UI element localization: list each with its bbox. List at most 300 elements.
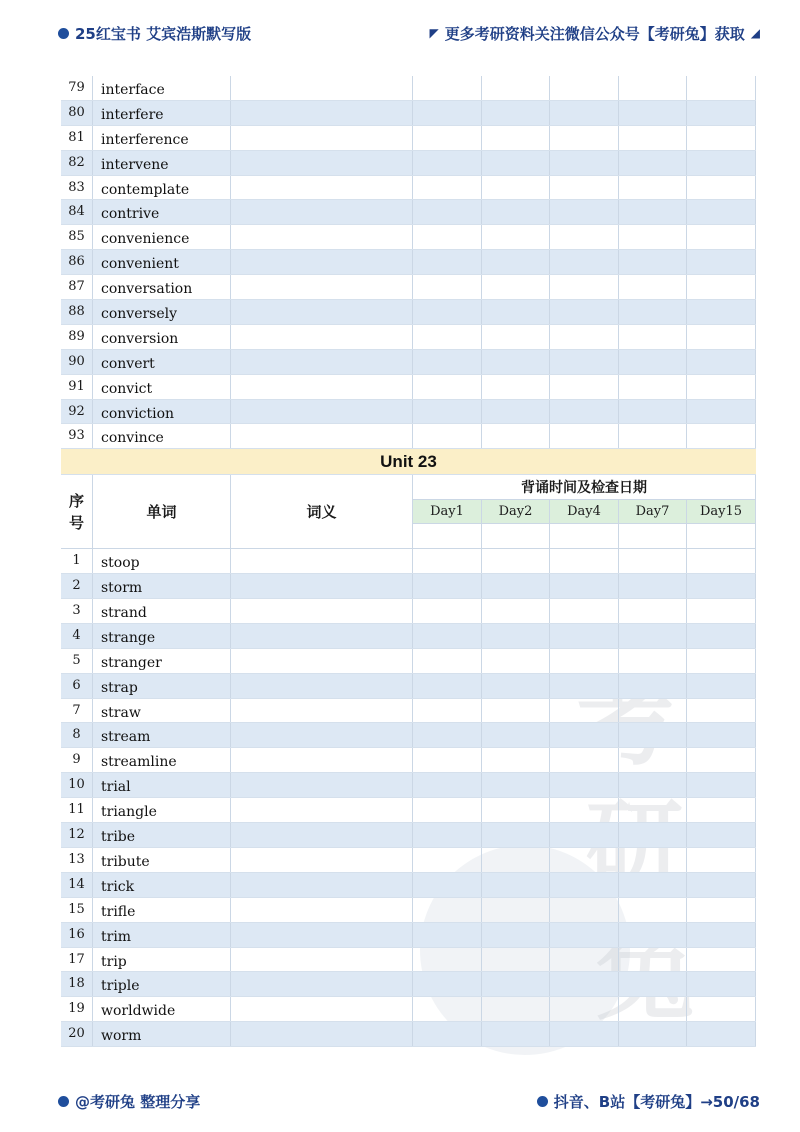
footer-left xyxy=(58,1091,200,1112)
row-word: streamline xyxy=(93,748,231,772)
footer-page-info: 抖音、B站【考研兔】→50/68 xyxy=(553,1092,760,1111)
row-number: 9 xyxy=(61,748,93,772)
day-check-cell xyxy=(687,200,756,224)
meaning-cell xyxy=(231,898,413,922)
row-number: 16 xyxy=(61,923,93,947)
day-check-cell xyxy=(413,948,482,972)
day-check-cell xyxy=(619,848,687,872)
meaning-cell xyxy=(231,699,413,723)
day-check-cell xyxy=(687,748,756,772)
row-number: 8 xyxy=(61,723,93,747)
day-check-cell xyxy=(413,101,482,125)
day-check-cell xyxy=(687,101,756,125)
day-check-cell xyxy=(550,823,619,847)
header-left xyxy=(58,23,251,44)
day-check-cell xyxy=(413,250,482,274)
day-check-cell xyxy=(687,151,756,175)
day-check-cell xyxy=(482,997,550,1021)
day-check-cell xyxy=(619,424,687,448)
day-check-cell xyxy=(619,997,687,1021)
meaning-cell xyxy=(231,723,413,747)
table-row xyxy=(61,723,756,748)
day-check-cell xyxy=(482,325,550,349)
day-check-cell xyxy=(482,126,550,150)
day-check-cell xyxy=(687,350,756,374)
day-check-cell xyxy=(413,375,482,399)
meaning-cell xyxy=(231,948,413,972)
day-check-cell xyxy=(687,674,756,698)
meaning-cell xyxy=(231,176,413,200)
table-row xyxy=(61,76,756,101)
day-check-cell xyxy=(482,225,550,249)
row-word: conversation xyxy=(93,275,231,299)
day-check-cell xyxy=(550,151,619,175)
day-check-cell xyxy=(550,948,619,972)
row-word: convince xyxy=(93,424,231,448)
day-check-cell xyxy=(550,723,619,747)
day-check-cell xyxy=(482,798,550,822)
row-word: stoop xyxy=(93,549,231,573)
day-check-cell xyxy=(550,400,619,424)
row-number: 6 xyxy=(61,674,93,698)
row-word: trifle xyxy=(93,898,231,922)
col-header-day: Day1 xyxy=(413,500,482,524)
day-check-cell xyxy=(619,225,687,249)
day-check-cell xyxy=(619,624,687,648)
row-number: 87 xyxy=(61,275,93,299)
row-number: 20 xyxy=(61,1022,93,1046)
day-check-cell xyxy=(482,176,550,200)
day-check-cell xyxy=(687,400,756,424)
day-check-cell xyxy=(482,1022,550,1046)
day-check-cell xyxy=(482,549,550,573)
day-check-cell xyxy=(619,599,687,623)
table-row xyxy=(61,549,756,574)
day-check-cell xyxy=(482,923,550,947)
col-header-number-top: 序 xyxy=(68,491,84,510)
footer-credit: @考研兔 整理分享 xyxy=(75,1092,201,1111)
table-row xyxy=(61,748,756,773)
day-check-cell xyxy=(687,798,756,822)
day-check-cell xyxy=(413,350,482,374)
table-row xyxy=(61,574,756,599)
day-check-cell xyxy=(687,898,756,922)
table-row xyxy=(61,898,756,923)
day-check-cell xyxy=(619,898,687,922)
day-check-cell xyxy=(687,773,756,797)
day-check-cell xyxy=(687,225,756,249)
day-check-cell xyxy=(482,350,550,374)
meaning-cell xyxy=(231,798,413,822)
day-check-cell xyxy=(482,200,550,224)
meaning-cell xyxy=(231,997,413,1021)
day-check-cell xyxy=(413,549,482,573)
day-check-cell xyxy=(413,424,482,448)
day-check-cell xyxy=(413,151,482,175)
meaning-cell xyxy=(231,400,413,424)
table-row xyxy=(61,848,756,873)
day-check-cell xyxy=(550,972,619,996)
row-number: 1 xyxy=(61,549,93,573)
day-check-cell xyxy=(413,773,482,797)
row-word: interfere xyxy=(93,101,231,125)
day-check-cell xyxy=(550,773,619,797)
col-header-review-schedule: 背诵时间及检查日期 xyxy=(413,475,756,500)
day-check-cell xyxy=(413,848,482,872)
header-blank-cell xyxy=(687,524,756,548)
meaning-cell xyxy=(231,649,413,673)
day-check-cell xyxy=(550,923,619,947)
day-check-cell xyxy=(687,250,756,274)
row-word: storm xyxy=(93,574,231,598)
table-row xyxy=(61,151,756,176)
day-check-cell xyxy=(619,674,687,698)
day-check-cell xyxy=(413,624,482,648)
table-row xyxy=(61,773,756,798)
day-check-cell xyxy=(413,325,482,349)
day-check-cell xyxy=(619,649,687,673)
bullet-dot-icon xyxy=(58,1096,69,1107)
row-word: strange xyxy=(93,624,231,648)
day-check-cell xyxy=(687,848,756,872)
day-check-cell xyxy=(413,873,482,897)
day-check-cell xyxy=(550,101,619,125)
col-header-word: 单词 xyxy=(93,475,231,548)
day-check-cell xyxy=(619,773,687,797)
row-word: convert xyxy=(93,350,231,374)
row-number: 7 xyxy=(61,699,93,723)
day-check-cell xyxy=(413,176,482,200)
row-number: 79 xyxy=(61,76,93,100)
row-number: 18 xyxy=(61,972,93,996)
row-word: convict xyxy=(93,375,231,399)
row-word: convenience xyxy=(93,225,231,249)
day-check-cell xyxy=(550,375,619,399)
day-check-cell xyxy=(413,972,482,996)
page-footer xyxy=(58,1090,760,1112)
row-word: trip xyxy=(93,948,231,972)
day-check-cell xyxy=(550,848,619,872)
col-header-day: Day15 xyxy=(687,500,756,524)
day-check-cell xyxy=(413,574,482,598)
table-row xyxy=(61,225,756,250)
col-header-number xyxy=(61,475,93,548)
day-check-cell xyxy=(687,375,756,399)
table-row xyxy=(61,1022,756,1047)
page-header xyxy=(58,22,760,44)
day-check-cell xyxy=(687,325,756,349)
day-check-cell xyxy=(619,1022,687,1046)
day-check-cell xyxy=(687,923,756,947)
row-number: 13 xyxy=(61,848,93,872)
day-check-cell xyxy=(687,823,756,847)
meaning-cell xyxy=(231,674,413,698)
day-check-cell xyxy=(550,225,619,249)
day-check-cell xyxy=(413,723,482,747)
meaning-cell xyxy=(231,126,413,150)
header-promo: 更多考研资料关注微信公众号【考研兔】获取 xyxy=(444,24,745,43)
day-check-cell xyxy=(482,574,550,598)
row-number: 92 xyxy=(61,400,93,424)
row-word: stranger xyxy=(93,649,231,673)
day-check-cell xyxy=(687,948,756,972)
day-check-cell xyxy=(482,723,550,747)
day-check-cell xyxy=(413,76,482,100)
day-check-cell xyxy=(550,599,619,623)
meaning-cell xyxy=(231,375,413,399)
table-row xyxy=(61,424,756,449)
day-check-cell xyxy=(482,624,550,648)
meaning-cell xyxy=(231,275,413,299)
row-number: 86 xyxy=(61,250,93,274)
row-number: 81 xyxy=(61,126,93,150)
day-check-cell xyxy=(619,948,687,972)
day-check-cell xyxy=(687,972,756,996)
day-check-cell xyxy=(482,649,550,673)
day-check-cell xyxy=(413,599,482,623)
meaning-cell xyxy=(231,599,413,623)
day-check-cell xyxy=(619,923,687,947)
day-check-cell xyxy=(687,574,756,598)
row-number: 14 xyxy=(61,873,93,897)
day-check-cell xyxy=(687,723,756,747)
row-number: 88 xyxy=(61,300,93,324)
meaning-cell xyxy=(231,300,413,324)
col-header-day: Day4 xyxy=(550,500,619,524)
day-check-cell xyxy=(482,699,550,723)
day-check-cell xyxy=(687,1022,756,1046)
day-check-cell xyxy=(482,400,550,424)
day-check-cell xyxy=(619,275,687,299)
day-check-cell xyxy=(482,599,550,623)
row-number: 17 xyxy=(61,948,93,972)
meaning-cell xyxy=(231,848,413,872)
day-check-cell xyxy=(413,748,482,772)
day-check-cell xyxy=(550,300,619,324)
table-row xyxy=(61,101,756,126)
day-check-cell xyxy=(413,1022,482,1046)
row-word: trial xyxy=(93,773,231,797)
day-check-cell xyxy=(413,699,482,723)
meaning-cell xyxy=(231,424,413,448)
row-number: 91 xyxy=(61,375,93,399)
col-header-day: Day7 xyxy=(619,500,687,524)
row-word: interface xyxy=(93,76,231,100)
meaning-cell xyxy=(231,873,413,897)
day-check-cell xyxy=(619,350,687,374)
row-number: 11 xyxy=(61,798,93,822)
header-blank-cell xyxy=(482,524,550,548)
day-check-cell xyxy=(550,1022,619,1046)
header-blank-cell xyxy=(550,524,619,548)
day-check-cell xyxy=(619,574,687,598)
day-check-cell xyxy=(413,225,482,249)
day-check-cell xyxy=(413,126,482,150)
row-word: conviction xyxy=(93,400,231,424)
day-check-cell xyxy=(687,599,756,623)
row-word: interference xyxy=(93,126,231,150)
meaning-cell xyxy=(231,250,413,274)
day-check-cell xyxy=(619,200,687,224)
meaning-cell xyxy=(231,748,413,772)
unit-title: Unit 23 xyxy=(61,449,756,475)
day-check-cell xyxy=(482,972,550,996)
table-row xyxy=(61,176,756,201)
day-check-cell xyxy=(619,151,687,175)
day-check-cell xyxy=(687,300,756,324)
corner-triangle-icon: ◢ xyxy=(750,26,760,40)
row-number: 82 xyxy=(61,151,93,175)
row-word: strap xyxy=(93,674,231,698)
footer-right xyxy=(537,1091,760,1112)
bullet-dot-icon xyxy=(537,1096,548,1107)
row-word: stream xyxy=(93,723,231,747)
day-check-cell xyxy=(413,674,482,698)
col-header-day: Day2 xyxy=(482,500,550,524)
row-word: tribe xyxy=(93,823,231,847)
row-number: 5 xyxy=(61,649,93,673)
day-check-cell xyxy=(687,126,756,150)
row-word: trick xyxy=(93,873,231,897)
row-word: triangle xyxy=(93,798,231,822)
day-check-cell xyxy=(619,76,687,100)
day-check-cell xyxy=(619,375,687,399)
row-number: 89 xyxy=(61,325,93,349)
row-number: 19 xyxy=(61,997,93,1021)
day-check-cell xyxy=(550,275,619,299)
meaning-cell xyxy=(231,101,413,125)
day-check-cell xyxy=(482,76,550,100)
meaning-cell xyxy=(231,1022,413,1046)
day-check-cell xyxy=(619,823,687,847)
day-check-cell xyxy=(482,250,550,274)
row-word: strand xyxy=(93,599,231,623)
day-check-cell xyxy=(482,773,550,797)
day-check-cell xyxy=(413,898,482,922)
table-row xyxy=(61,798,756,823)
day-check-cell xyxy=(413,823,482,847)
day-check-cell xyxy=(619,101,687,125)
day-check-cell xyxy=(619,798,687,822)
day-check-cell xyxy=(619,972,687,996)
table-row xyxy=(61,350,756,375)
day-check-cell xyxy=(550,624,619,648)
day-check-cell xyxy=(482,674,550,698)
row-number: 12 xyxy=(61,823,93,847)
day-check-cell xyxy=(413,400,482,424)
row-word: conversion xyxy=(93,325,231,349)
meaning-cell xyxy=(231,923,413,947)
previous-unit-rows xyxy=(61,76,756,449)
meaning-cell xyxy=(231,549,413,573)
day-check-cell xyxy=(550,176,619,200)
day-check-cell xyxy=(687,624,756,648)
day-check-cell xyxy=(550,424,619,448)
col-header-meaning: 词义 xyxy=(231,475,413,548)
row-number: 85 xyxy=(61,225,93,249)
table-row xyxy=(61,400,756,425)
day-check-cell xyxy=(687,424,756,448)
table-row xyxy=(61,923,756,948)
day-check-cell xyxy=(482,823,550,847)
row-number: 15 xyxy=(61,898,93,922)
row-number: 90 xyxy=(61,350,93,374)
day-check-cell xyxy=(619,873,687,897)
table-row xyxy=(61,126,756,151)
table-row xyxy=(61,624,756,649)
day-check-cell xyxy=(619,300,687,324)
meaning-cell xyxy=(231,773,413,797)
day-check-cell xyxy=(687,649,756,673)
meaning-cell xyxy=(231,823,413,847)
day-check-cell xyxy=(482,424,550,448)
day-check-cell xyxy=(619,748,687,772)
day-check-cell xyxy=(619,325,687,349)
table-row xyxy=(61,674,756,699)
row-number: 84 xyxy=(61,200,93,224)
row-word: tribute xyxy=(93,848,231,872)
day-check-cell xyxy=(687,275,756,299)
table-row xyxy=(61,599,756,624)
day-check-cell xyxy=(687,873,756,897)
row-word: intervene xyxy=(93,151,231,175)
day-check-cell xyxy=(550,250,619,274)
day-check-cell xyxy=(550,898,619,922)
day-check-cell xyxy=(550,798,619,822)
day-check-cell xyxy=(482,848,550,872)
table-row xyxy=(61,823,756,848)
bullet-dot-icon xyxy=(58,28,69,39)
header-blank-cell xyxy=(413,524,482,548)
day-check-cell xyxy=(550,997,619,1021)
row-word: convenient xyxy=(93,250,231,274)
day-check-cell xyxy=(413,300,482,324)
header-title: 25红宝书 艾宾浩斯默写版 xyxy=(75,24,252,43)
table-row xyxy=(61,250,756,275)
row-word: worm xyxy=(93,1022,231,1046)
row-word: worldwide xyxy=(93,997,231,1021)
day-check-cell xyxy=(687,997,756,1021)
word-table xyxy=(61,76,756,1047)
unit-table-header xyxy=(61,475,756,549)
day-check-cell xyxy=(619,699,687,723)
day-check-cell xyxy=(550,873,619,897)
row-word: straw xyxy=(93,699,231,723)
day-check-cell xyxy=(550,325,619,349)
row-number: 2 xyxy=(61,574,93,598)
row-number: 93 xyxy=(61,424,93,448)
meaning-cell xyxy=(231,225,413,249)
table-row xyxy=(61,873,756,898)
day-check-cell xyxy=(482,873,550,897)
day-check-cell xyxy=(687,176,756,200)
day-check-cell xyxy=(619,176,687,200)
day-check-cell xyxy=(482,151,550,175)
row-number: 3 xyxy=(61,599,93,623)
table-row xyxy=(61,972,756,997)
day-check-cell xyxy=(550,574,619,598)
meaning-cell xyxy=(231,76,413,100)
day-check-cell xyxy=(482,101,550,125)
row-word: conversely xyxy=(93,300,231,324)
table-row xyxy=(61,375,756,400)
day-check-cell xyxy=(550,649,619,673)
row-number: 4 xyxy=(61,624,93,648)
meaning-cell xyxy=(231,624,413,648)
day-check-cell xyxy=(550,549,619,573)
row-number: 83 xyxy=(61,176,93,200)
table-row xyxy=(61,948,756,973)
